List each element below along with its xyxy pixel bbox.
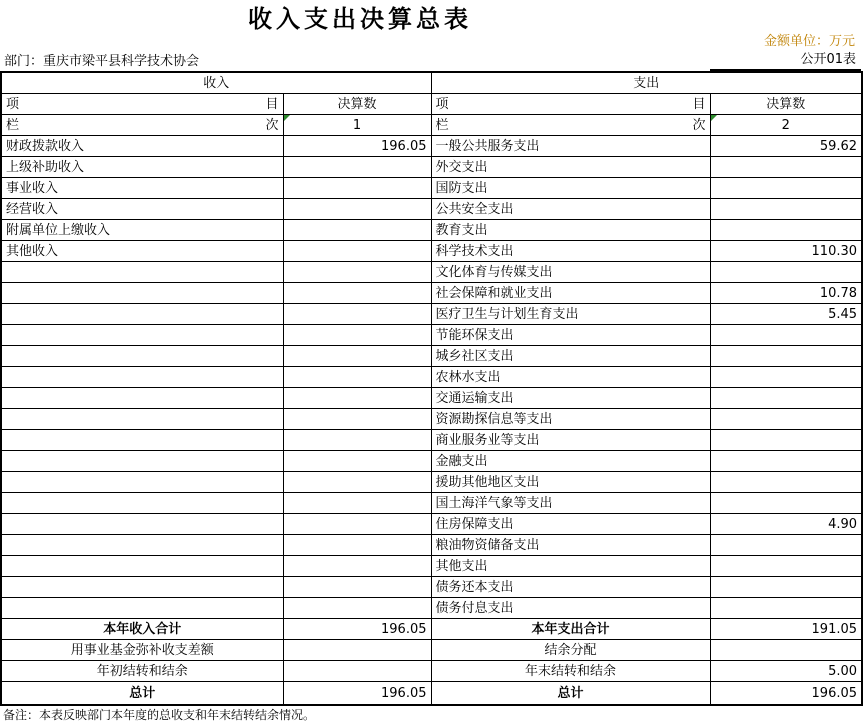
expense-item-value <box>710 556 862 577</box>
expense-item-value <box>710 220 862 241</box>
income-item-value <box>283 199 431 220</box>
expense-item-value <box>710 409 862 430</box>
income-item-label <box>1 430 283 451</box>
income-item-value <box>283 157 431 178</box>
expense-item-label: 国土海洋气象等支出 <box>431 493 710 514</box>
income-item-label <box>1 283 283 304</box>
expense-item-label: 国防支出 <box>431 178 710 199</box>
income-item-label: 上级补助收入 <box>1 157 283 178</box>
lanci-split <box>436 116 706 135</box>
item-row <box>1 325 862 346</box>
income-item-value: 196.05 <box>283 136 431 157</box>
item-row <box>1 577 862 598</box>
expense-item-value: 4.90 <box>710 514 862 535</box>
expense-item-value <box>710 598 862 619</box>
lan-char: 栏 <box>435 117 449 133</box>
item-row <box>1 220 862 241</box>
item-row <box>1 472 862 493</box>
expense-item-value: 10.78 <box>710 283 862 304</box>
item-row <box>1 136 862 157</box>
column-header-row <box>1 94 862 115</box>
income-item-value <box>283 304 431 325</box>
item-char-right: 目 <box>692 96 706 112</box>
income-item-label <box>1 493 283 514</box>
income-summary-label: 年初结转和结余 <box>1 661 283 682</box>
expense-item-label: 其他支出 <box>431 556 710 577</box>
item-row <box>1 556 862 577</box>
expense-item-value <box>710 262 862 283</box>
income-summary-value <box>283 640 431 661</box>
expense-item-value <box>710 430 862 451</box>
income-item-label <box>1 304 283 325</box>
expense-col-number: 2 <box>781 117 790 133</box>
summary-row <box>1 682 862 706</box>
lan-char: 栏 <box>6 117 20 133</box>
expense-item-label: 金融支出 <box>431 451 710 472</box>
expense-item-label: 科学技术支出 <box>431 241 710 262</box>
income-amount-header-cell: 决算数 <box>283 94 431 115</box>
meta-line <box>0 50 861 71</box>
expense-summary-value: 5.00 <box>710 661 862 682</box>
section-header-row <box>1 72 862 94</box>
expense-item-value <box>710 451 862 472</box>
item-row <box>1 241 862 262</box>
expense-item-value <box>710 367 862 388</box>
expense-summary-label: 本年支出合计 <box>431 619 710 640</box>
item-row <box>1 493 862 514</box>
income-item-value <box>283 430 431 451</box>
item-row <box>1 178 862 199</box>
expense-item-label: 资源勘探信息等支出 <box>431 409 710 430</box>
expense-item-label: 商业服务业等支出 <box>431 430 710 451</box>
expense-item-value: 110.30 <box>710 241 862 262</box>
expense-item-value <box>710 535 862 556</box>
expense-item-label: 公共安全支出 <box>431 199 710 220</box>
income-col-number-cell <box>283 115 431 136</box>
item-row <box>1 304 862 325</box>
item-row <box>1 262 862 283</box>
income-item-value <box>283 535 431 556</box>
item-header-split <box>436 95 706 114</box>
expense-summary-value: 191.05 <box>710 619 862 640</box>
expense-item-label: 住房保障支出 <box>431 514 710 535</box>
column-number-row <box>1 115 862 136</box>
summary-row <box>1 661 862 682</box>
income-section-header: 收入 <box>1 72 431 94</box>
income-item-label <box>1 346 283 367</box>
expense-item-label: 一般公共服务支出 <box>431 136 710 157</box>
item-row <box>1 157 862 178</box>
expense-col-number-cell <box>710 115 862 136</box>
item-row <box>1 388 862 409</box>
item-row <box>1 514 862 535</box>
expense-item-value: 5.45 <box>710 304 862 325</box>
income-item-label <box>1 325 283 346</box>
income-item-value <box>283 493 431 514</box>
income-item-label <box>1 535 283 556</box>
lanci-split <box>6 116 279 135</box>
income-summary-label: 总计 <box>1 682 283 706</box>
item-row <box>1 409 862 430</box>
income-item-value <box>283 451 431 472</box>
income-item-value <box>283 283 431 304</box>
expense-item-label: 粮油物资储备支出 <box>431 535 710 556</box>
expense-summary-label: 年末结转和结余 <box>431 661 710 682</box>
income-item-label: 附属单位上缴收入 <box>1 220 283 241</box>
income-item-label <box>1 262 283 283</box>
item-row <box>1 283 862 304</box>
expense-item-value <box>710 493 862 514</box>
expense-item-label: 教育支出 <box>431 220 710 241</box>
income-item-label: 经营收入 <box>1 199 283 220</box>
expense-item-value: 59.62 <box>710 136 862 157</box>
footnote: 备注：本表反映部门本年度的总收支和年末结转结余情况。 <box>3 708 316 722</box>
expense-item-label: 交通运输支出 <box>431 388 710 409</box>
budget-table <box>0 71 863 706</box>
expense-item-label: 农林水支出 <box>431 367 710 388</box>
item-row <box>1 346 862 367</box>
item-char-right: 目 <box>265 96 279 112</box>
income-item-value <box>283 514 431 535</box>
income-item-value <box>283 409 431 430</box>
income-item-value <box>283 241 431 262</box>
income-item-value <box>283 367 431 388</box>
income-col-number: 1 <box>352 117 362 133</box>
income-item-label <box>1 367 283 388</box>
expense-item-label: 社会保障和就业支出 <box>431 283 710 304</box>
expense-lanci-cell <box>431 115 710 136</box>
item-header-split <box>6 95 279 114</box>
expense-item-value <box>710 325 862 346</box>
income-item-value <box>283 178 431 199</box>
expense-section-header: 支出 <box>431 72 862 94</box>
expense-item-value <box>710 178 862 199</box>
expense-item-value <box>710 472 862 493</box>
income-lanci-cell <box>1 115 283 136</box>
item-row <box>1 598 862 619</box>
item-char-left: 项 <box>435 96 449 112</box>
income-item-label: 财政拨款收入 <box>1 136 283 157</box>
expense-item-value <box>710 577 862 598</box>
expense-item-value <box>710 388 862 409</box>
income-item-header-cell <box>1 94 283 115</box>
table-header-rows <box>1 72 862 136</box>
income-item-value <box>283 346 431 367</box>
item-row <box>1 535 862 556</box>
expense-amount-header-cell: 决算数 <box>710 94 862 115</box>
income-summary-value: 196.05 <box>283 619 431 640</box>
expense-summary-value: 196.05 <box>710 682 862 706</box>
summary-row <box>1 619 862 640</box>
table-code-label: 公开01表 <box>710 51 861 71</box>
ci-char: 次 <box>692 117 706 133</box>
expense-item-label: 援助其他地区支出 <box>431 472 710 493</box>
income-item-label <box>1 409 283 430</box>
income-item-label <box>1 556 283 577</box>
income-item-label: 事业收入 <box>1 178 283 199</box>
income-item-value <box>283 598 431 619</box>
income-item-label <box>1 514 283 535</box>
ci-char: 次 <box>265 117 279 133</box>
error-triangle-icon <box>284 115 290 121</box>
item-row <box>1 430 862 451</box>
expense-item-label: 外交支出 <box>431 157 710 178</box>
item-row <box>1 451 862 472</box>
expense-item-value <box>710 199 862 220</box>
income-item-value <box>283 472 431 493</box>
page-title: 收入支出决算总表 <box>248 5 472 33</box>
item-row <box>1 199 862 220</box>
income-summary-value <box>283 661 431 682</box>
income-summary-label: 用事业基金弥补收支差额 <box>1 640 283 661</box>
expense-item-value <box>710 157 862 178</box>
expense-item-label: 医疗卫生与计划生育支出 <box>431 304 710 325</box>
income-item-label <box>1 577 283 598</box>
income-item-value <box>283 262 431 283</box>
expense-item-label: 节能环保支出 <box>431 325 710 346</box>
income-summary-label: 本年收入合计 <box>1 619 283 640</box>
income-item-value <box>283 577 431 598</box>
expense-item-header-cell <box>431 94 710 115</box>
expense-item-label: 债务还本支出 <box>431 577 710 598</box>
unit-label: 金额单位：万元 <box>763 34 855 49</box>
expense-summary-value <box>710 640 862 661</box>
expense-summary-label: 总计 <box>431 682 710 706</box>
expense-item-label: 债务付息支出 <box>431 598 710 619</box>
item-row <box>1 367 862 388</box>
expense-item-label: 文化体育与传媒支出 <box>431 262 710 283</box>
expense-summary-label: 结余分配 <box>431 640 710 661</box>
table-body-rows <box>1 136 862 706</box>
income-item-label <box>1 388 283 409</box>
item-char-left: 项 <box>6 96 20 112</box>
department-label: 部门：重庆市梁平县科学技术协会 <box>4 54 200 69</box>
income-item-label: 其他收入 <box>1 241 283 262</box>
income-item-label <box>1 451 283 472</box>
income-item-label <box>1 598 283 619</box>
expense-item-value <box>710 346 862 367</box>
income-item-label <box>1 472 283 493</box>
income-item-value <box>283 556 431 577</box>
income-summary-value: 196.05 <box>283 682 431 706</box>
income-item-value <box>283 388 431 409</box>
income-item-value <box>283 220 431 241</box>
error-triangle-icon <box>711 115 717 121</box>
income-item-value <box>283 325 431 346</box>
expense-item-label: 城乡社区支出 <box>431 346 710 367</box>
summary-row <box>1 640 862 661</box>
